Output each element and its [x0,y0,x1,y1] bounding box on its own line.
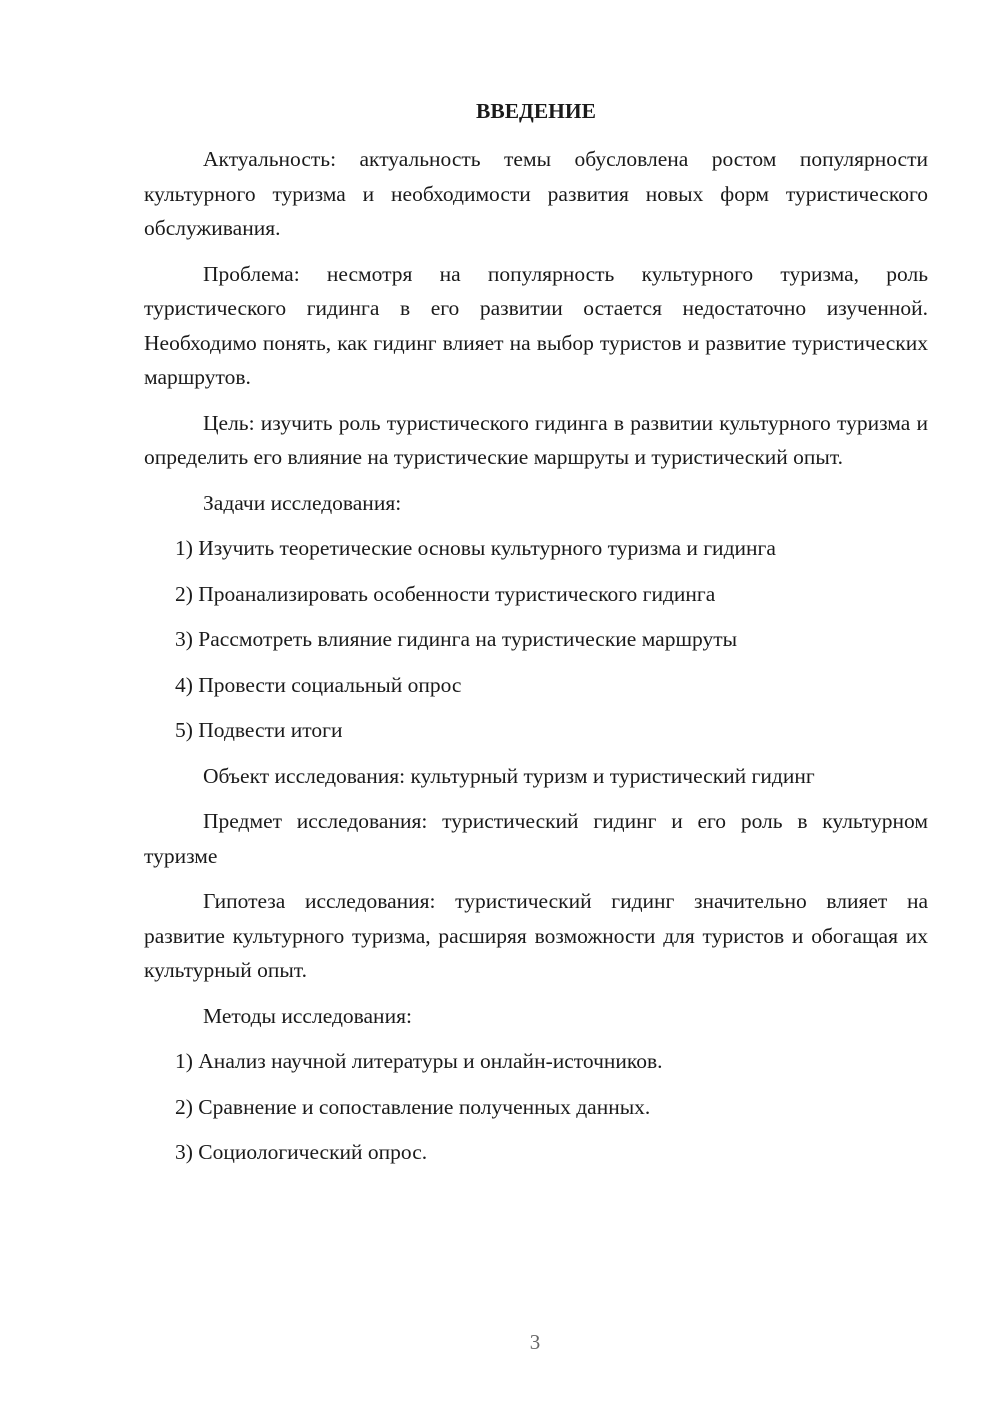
relevance-paragraph: Актуальность: актуальность темы обусловлена ростом популярности культурного туризма и необходимости развития новых форм туристического обслуживания. [144,147,928,240]
tasks-heading: Задачи исследования: [203,490,402,515]
section-title: ВВЕДЕНИЕ [476,99,596,123]
method-item: 2) Сравнение и сопоставление полученных данных. [175,1094,651,1119]
body-text [144,142,928,1170]
method-item: 1) Анализ научной литературы и онлайн-источников. [175,1049,663,1073]
task-item: 3) Рассмотреть влияние гидинга на туристические маршруты [175,627,738,651]
object-paragraph: Объект исследования: культурный туризм и туристический гидинг [203,763,815,788]
problem-paragraph: Проблема: несмотря на популярность культурного туризма, роль туристического гидинга в его развитии остается недостаточно изученной. Необходимо понять, как гидинг влияет на выбор туристов и развитие туристических маршрутов. [144,261,928,389]
goal-paragraph: Цель: изучить роль туристического гидинга в развитии культурного туризма и определить его влияние на туристические маршруты и туристический опыт. [144,410,928,469]
task-item: 1) Изучить теоретические основы культурного туризма и гидинга [175,536,776,560]
hypothesis-paragraph: Гипотеза исследования: туристический гидинг значительно влияет на развитие культурного туризма, расширяя возможности для туристов и обогащая их культурный опыт. [144,889,928,982]
subject-paragraph: Предмет исследования: туристический гидинг и его роль в культурном туризме [144,809,928,868]
method-item: 3) Социологический опрос. [175,1140,428,1164]
task-item: 4) Провести социальный опрос [175,672,462,697]
task-item: 5) Подвести итоги [175,718,343,742]
page-number: 3 [529,1330,541,1354]
task-item: 2) Проанализировать особенности туристического гидинга [175,581,716,606]
methods-heading: Методы исследования: [203,1003,412,1028]
